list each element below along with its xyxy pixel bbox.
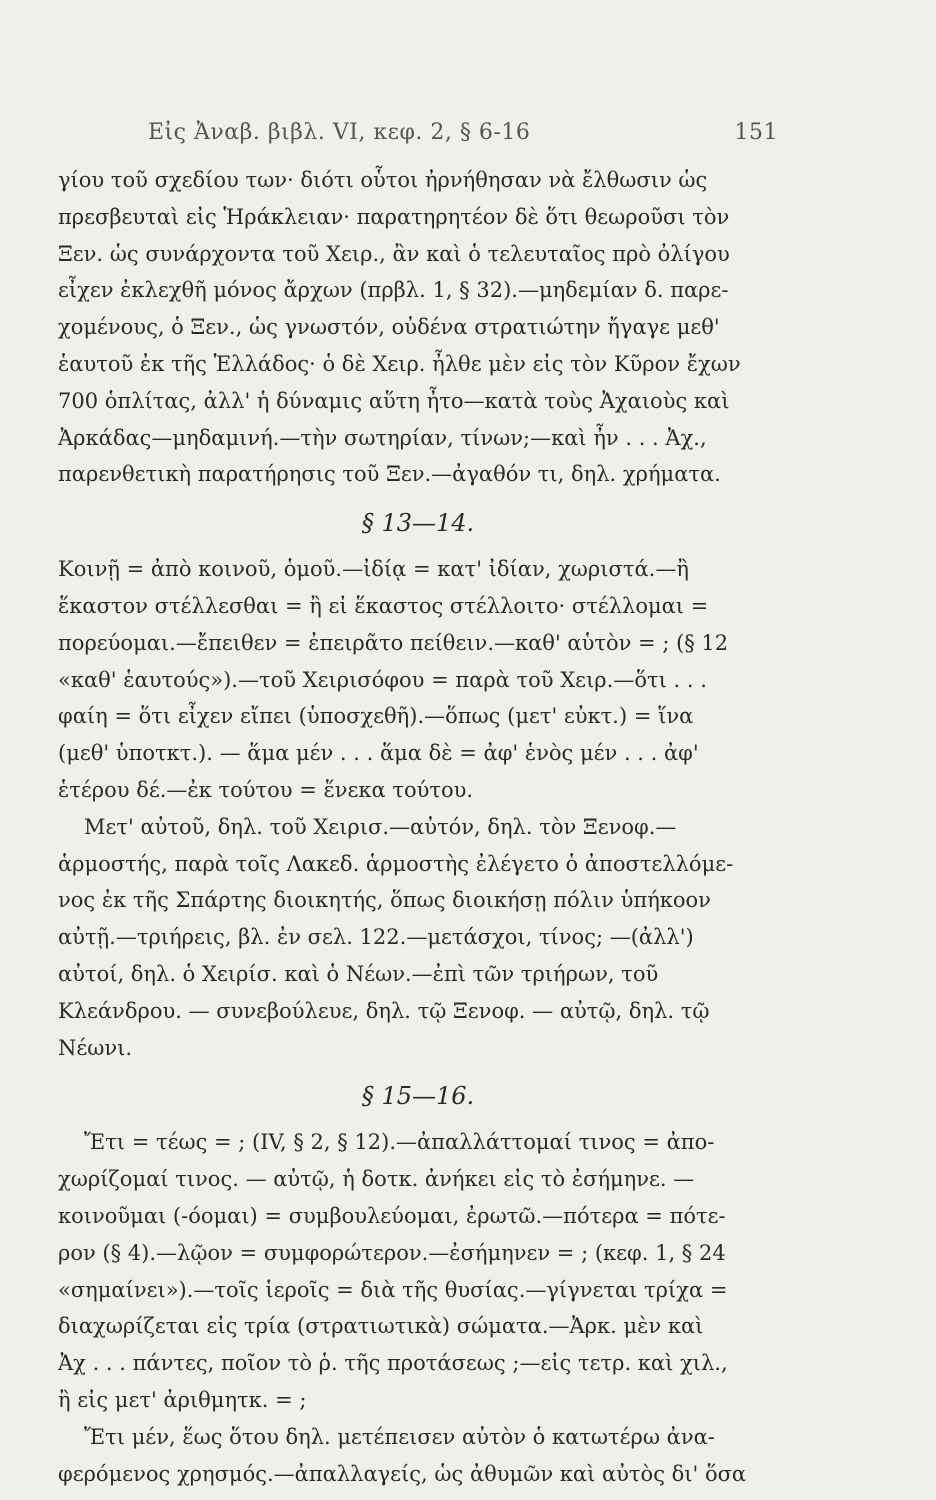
- text-line: Ἀρκάδας—μηδαμινή.—τὴν σωτηρίαν, τίνων;—καὶ ἦν . . . Ἀχ.,: [58, 425, 707, 450]
- text-line: παρενθετικὴ παρατήρησις τοῦ Ξεν.—ἀγαθόν τι, δηλ. χρήματα.: [58, 462, 721, 487]
- text-line: χωρίζομαί τινος. — αὐτῷ, ἡ δοτκ. ἀνήκει εἰς τὸ ἐσήμηνε. —: [58, 1167, 695, 1192]
- text-line: (μεθ' ὑποτκτ.). — ἅμα μέν . . . ἅμα δὲ = ἀφ' ἑνὸς μέν . . . ἀφ': [58, 741, 699, 766]
- section-heading: § 15—16.: [361, 1082, 475, 1111]
- text-line: Νέωνι.: [58, 1035, 133, 1060]
- running-title: Εἰς Ἀναβ. βιβλ. VI, κεφ. 2, § 6-16: [148, 120, 531, 145]
- running-head: [148, 120, 778, 145]
- book-page: [58, 0, 778, 1500]
- text-line: ἑτέρου δέ.—ἐκ τούτου = ἕνεκα τούτου.: [58, 777, 474, 802]
- page-number: 151: [734, 120, 778, 145]
- text-line: φαίη = ὅτι εἶχεν εἴπει (ὑποσχεθῆ).—ὅπως (μετ' εὐκτ.) = ἵνα: [58, 704, 694, 729]
- text-line: Ξεν. ὡς συνάρχοντα τοῦ Χειρ., ἂν καὶ ὁ τελευταῖος πρὸ ὀλίγου: [58, 241, 730, 266]
- text-line: αὐτῇ.—τριήρεις, βλ. ἐν σελ. 122.—μετάσχοι, τίνος; —(ἀλλ'): [58, 925, 694, 950]
- text-line: ἢ εἰς μετ' ἀριθμητκ. = ;: [58, 1387, 307, 1412]
- text-line: «σημαίνει»).—τοῖς ἱεροῖς = διὰ τῆς θυσίας.—γίγνεται τρίχα =: [58, 1277, 728, 1302]
- text-line: Μετ' αὐτοῦ, δηλ. τοῦ Χειρισ.—αὐτόν, δηλ. τὸν Ξενοφ.—: [84, 814, 677, 839]
- text-line: Κλεάνδρου. — συνεβούλευε, δηλ. τῷ Ξενοφ. — αὐτῷ, δηλ. τῷ: [58, 998, 710, 1023]
- text-line: αὐτοί, δηλ. ὁ Χειρίσ. καὶ ὁ Νέων.—ἐπὶ τῶν τριήρων, τοῦ: [58, 961, 659, 986]
- text-line: Ἔτι = τέως = ; (IV, § 2, § 12).—ἀπαλλάττομαί τινος = ἀπο-: [84, 1130, 715, 1155]
- text-line: «καθ' ἑαυτούς»).—τοῦ Χειρισόφου = παρὰ τοῦ Χειρ.—ὅτι . . .: [58, 667, 707, 692]
- commentary-text: [58, 162, 778, 1492]
- text-line: πρεσβευταὶ εἰς Ἡράκλειαν· παρατηρητέον δὲ ὅτι θεωροῦσι τὸν: [58, 204, 730, 229]
- text-line: ἕκαστον στέλλεσθαι = ἢ εἰ ἕκαστος στέλλοιτο· στέλλομαι =: [58, 593, 709, 618]
- text-line: ρον (§ 4).—λῷον = συμφορώτερον.—ἐσήμηνεν = ; (κεφ. 1, § 24: [58, 1240, 726, 1265]
- section-heading: § 13—14.: [361, 509, 475, 538]
- text-line: ἑαυτοῦ ἐκ τῆς Ἑλλάδος· ὁ δὲ Χειρ. ἦλθε μὲν εἰς τὸν Κῦρον ἔχων: [58, 351, 741, 376]
- text-line: χομένους, ὁ Ξεν., ὡς γνωστόν, οὐδένα στρατιώτην ἤγαγε μεθ': [58, 315, 720, 340]
- text-line: φερόμενος χρησμός.—ἀπαλλαγείς, ὡς ἀθυμῶν καὶ αὐτὸς δι' ὅσα: [58, 1461, 747, 1486]
- text-line: νος ἐκ τῆς Σπάρτης διοικητής, ὅπως διοικήσῃ πόλιν ὑπήκοον: [58, 888, 711, 913]
- text-line: εἶχεν ἐκλεχθῆ μόνος ἄρχων (πρβλ. 1, § 32).—μηδεμίαν δ. παρε-: [58, 278, 729, 303]
- text-line: ἁρμοστής, παρὰ τοῖς Λακεδ. ἁρμοστὴς ἐλέγετο ὁ ἀποστελλόμε-: [58, 851, 734, 876]
- text-line: διαχωρίζεται εἰς τρία (στρατιωτικὰ) σώματα.—Ἀρκ. μὲν καὶ: [58, 1314, 704, 1339]
- text-line: κοινοῦμαι (-όομαι) = συμβουλεύομαι, ἐρωτῶ.—πότερα = πότε-: [58, 1203, 726, 1228]
- text-line: 700 ὁπλίτας, ἀλλ' ἡ δύναμις αὕτη ἦτο—κατὰ τοὺς Ἀχαιοὺς καὶ: [58, 388, 730, 413]
- text-line: γίου τοῦ σχεδίου των· διότι οὗτοι ἠρνήθησαν νὰ ἔλθωσιν ὡς: [58, 168, 708, 192]
- text-line: Ἀχ . . . πάντες, ποῖον τὸ ῥ. τῆς προτάσεως ;—εἰς τετρ. καὶ χιλ.,: [58, 1351, 728, 1376]
- text-line: Ἔτι μέν, ἕως ὅτου δηλ. μετέπεισεν αὐτὸν ὁ κατωτέρω ἀνα-: [84, 1424, 715, 1449]
- text-line: πορεύομαι.—ἔπειθεν = ἐπειρᾶτο πείθειν.—καθ' αὑτὸν = ; (§ 12: [58, 630, 729, 655]
- text-line: Κοινῇ = ἀπὸ κοινοῦ, ὁμοῦ.—ἰδίᾳ = κατ' ἰδίαν, χωριστά.—ἢ: [58, 557, 689, 582]
